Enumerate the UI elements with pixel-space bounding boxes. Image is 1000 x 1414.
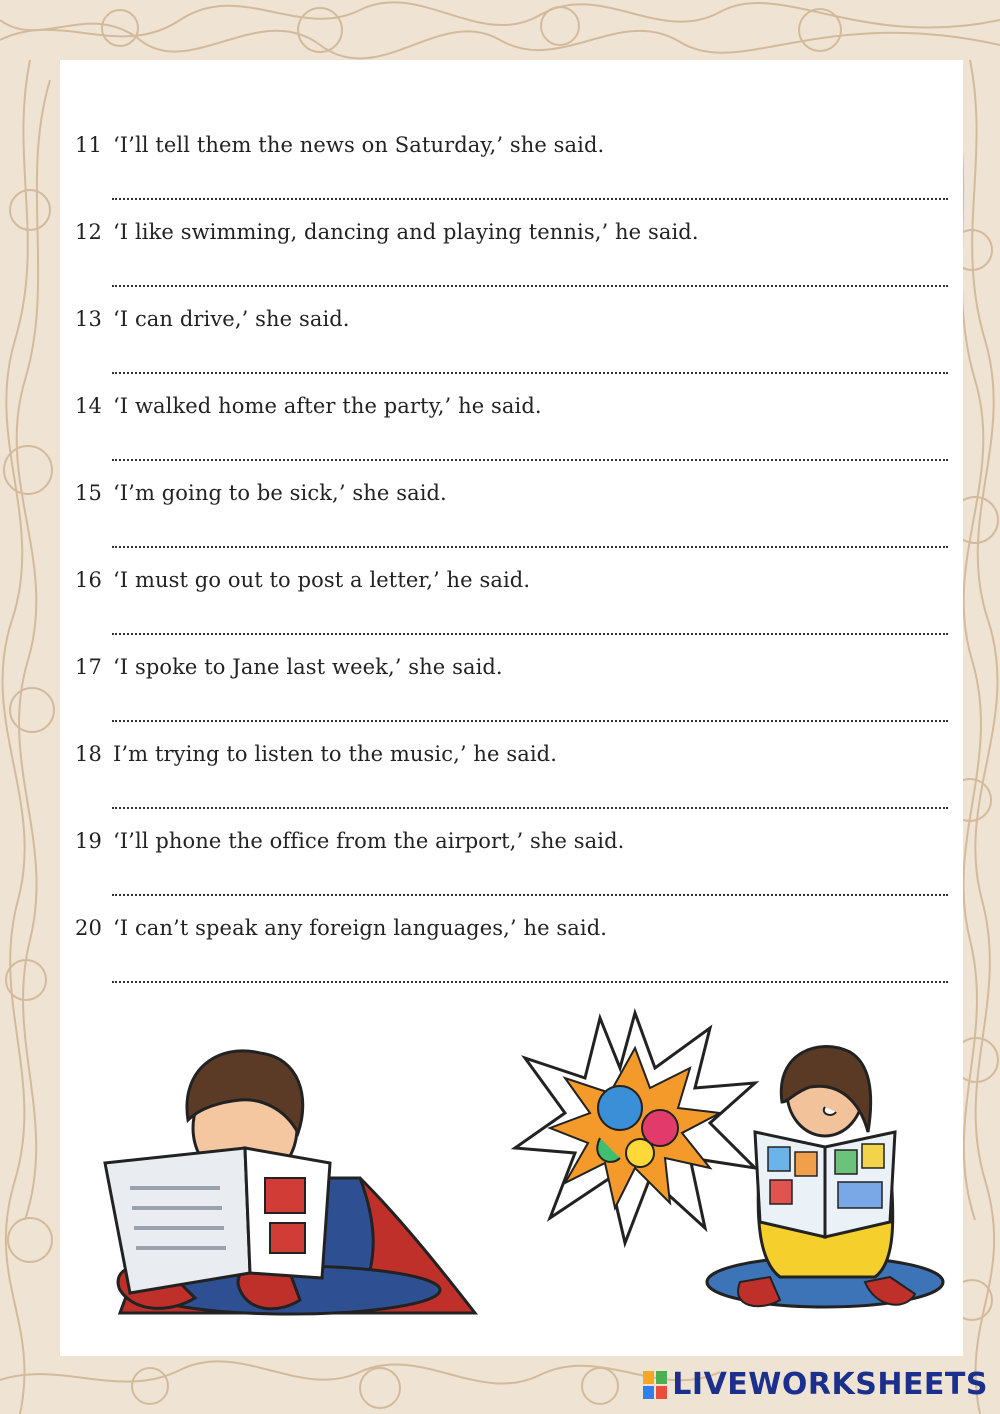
item-number: 13 bbox=[75, 307, 102, 331]
answer-field-15[interactable] bbox=[112, 522, 948, 548]
liveworksheets-watermark bbox=[642, 1367, 988, 1402]
item-sentence: ‘I can drive,’ she said. bbox=[113, 307, 350, 331]
exercise-item-15 bbox=[75, 478, 950, 565]
exercise-item-11 bbox=[75, 130, 950, 217]
exercise-item-16 bbox=[75, 565, 950, 652]
item-sentence: ‘I’ll tell them the news on Saturday,’ she said. bbox=[113, 133, 605, 157]
item-sentence: ‘I must go out to post a letter,’ he said. bbox=[113, 568, 531, 592]
exercise-item-12 bbox=[75, 217, 950, 304]
item-number: 12 bbox=[75, 220, 102, 244]
item-number: 15 bbox=[75, 481, 102, 505]
answer-field-17[interactable] bbox=[112, 696, 948, 722]
exercise-item-13 bbox=[75, 304, 950, 391]
item-number: 18 bbox=[75, 742, 102, 766]
answer-field-20[interactable] bbox=[112, 957, 948, 983]
item-number: 11 bbox=[75, 133, 102, 157]
watermark-brand: LIVEWORKSHEETS bbox=[672, 1367, 988, 1402]
item-sentence: ‘I like swimming, dancing and playing tennis,’ he said. bbox=[113, 220, 699, 244]
exercise-list bbox=[75, 130, 950, 1000]
exercise-item-17 bbox=[75, 652, 950, 739]
answer-field-18[interactable] bbox=[112, 783, 948, 809]
exercise-item-18 bbox=[75, 739, 950, 826]
answer-field-14[interactable] bbox=[112, 435, 948, 461]
answer-field-19[interactable] bbox=[112, 870, 948, 896]
boy-reading-newspaper-illustration bbox=[100, 1028, 480, 1318]
item-number: 19 bbox=[75, 829, 102, 853]
exercise-item-20 bbox=[75, 913, 950, 1000]
item-sentence: ‘I’m going to be sick,’ she said. bbox=[113, 481, 447, 505]
item-number: 17 bbox=[75, 655, 102, 679]
exercise-item-14 bbox=[75, 391, 950, 478]
item-sentence: ‘I can’t speak any foreign languages,’ he said. bbox=[113, 916, 608, 940]
answer-field-13[interactable] bbox=[112, 348, 948, 374]
item-sentence: I’m trying to listen to the music,’ he said. bbox=[113, 742, 557, 766]
answer-field-12[interactable] bbox=[112, 261, 948, 287]
item-number: 20 bbox=[75, 916, 102, 940]
girl-reading-comic-illustration bbox=[700, 1032, 950, 1312]
answer-field-16[interactable] bbox=[112, 609, 948, 635]
item-sentence: ‘I walked home after the party,’ he said. bbox=[113, 394, 542, 418]
item-sentence: ‘I spoke to Jane last week,’ she said. bbox=[113, 655, 503, 679]
exercise-item-19 bbox=[75, 826, 950, 913]
item-number: 14 bbox=[75, 394, 102, 418]
worksheet-page bbox=[60, 60, 963, 1356]
item-sentence: ‘I’ll phone the office from the airport,’ she said. bbox=[113, 829, 625, 853]
item-number: 16 bbox=[75, 568, 102, 592]
liveworksheets-logo-icon bbox=[642, 1370, 668, 1400]
answer-field-11[interactable] bbox=[112, 174, 948, 200]
